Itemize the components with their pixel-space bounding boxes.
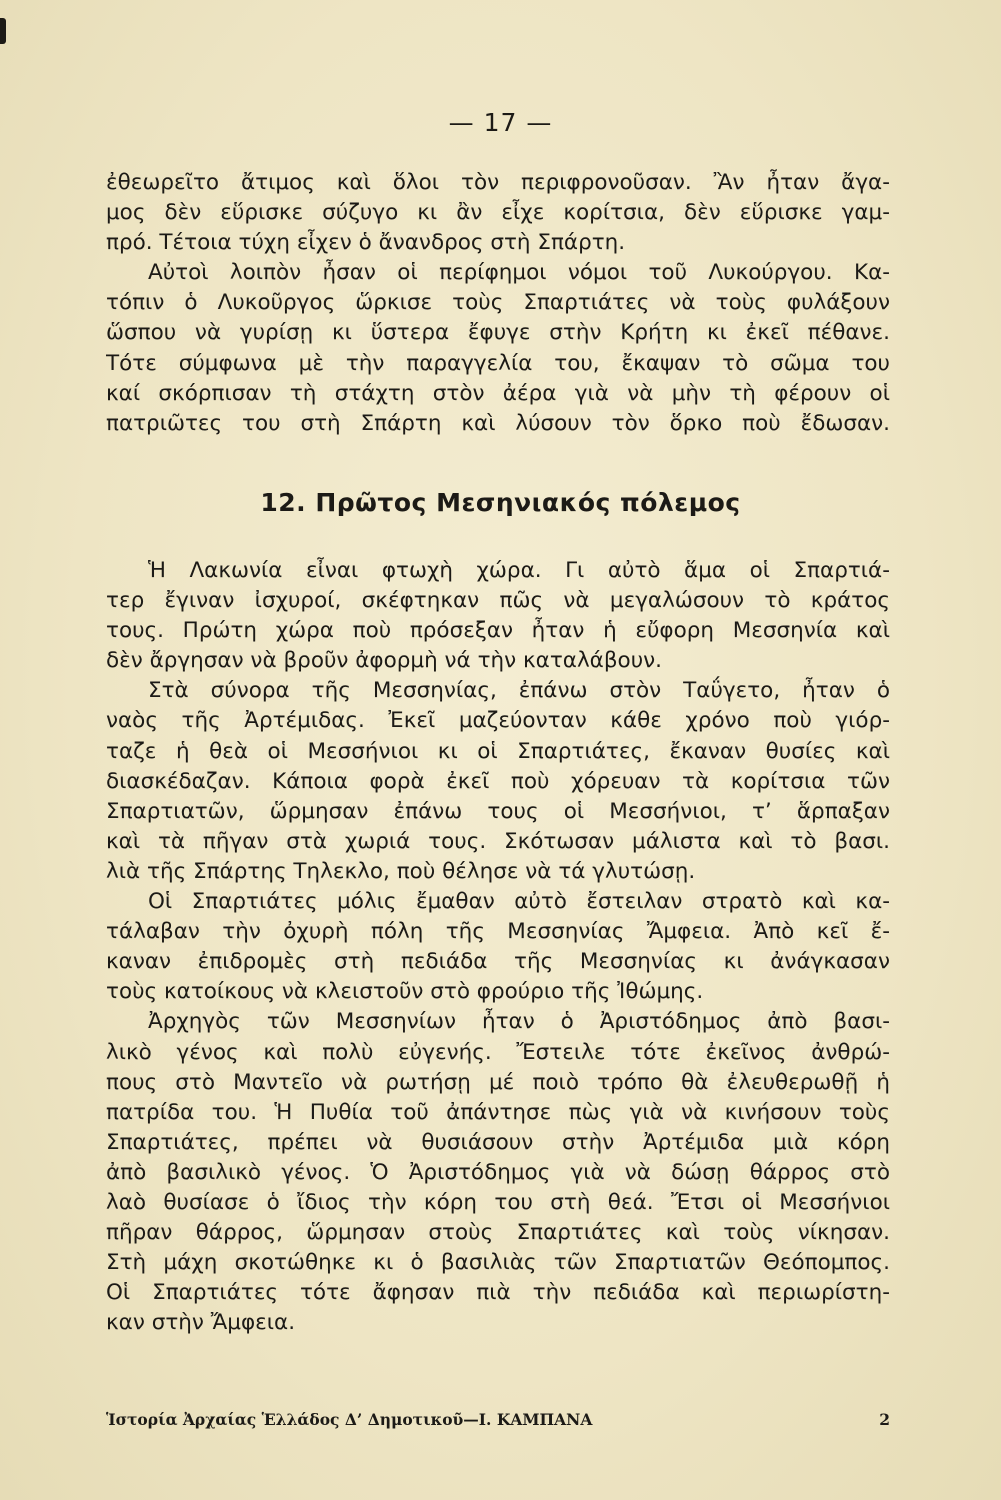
footer-book-title: Ἱστορία Ἀρχαίας Ἑλλάδος Δ’ Δημοτικοῦ—Ι. ΚΑΜΠΑΝΑ [106, 1410, 593, 1429]
text-block-bottom [106, 556, 890, 1338]
section-heading: 12. Πρῶτος Μεσηνιακός πόλεμος [260, 488, 741, 517]
page-footer [106, 1410, 890, 1429]
text-block-top [106, 168, 890, 439]
text-line: λικὸ γένος καὶ πολὺ εὐγενής. Ἔστειλε τότε ἐκεῖνος ἀνθρώ- [106, 1039, 890, 1065]
text-line: λαὸ θυσίασε ὁ ἴδιος τὴν κόρη του στὴ θεά. Ἔτσι οἱ Μεσσήνιοι [106, 1189, 890, 1215]
text-line: καν στὴν Ἄμφεια. [106, 1310, 296, 1336]
text-line: τάλαβαν τὴν ὀχυρὴ πόλη τῆς Μεσσηνίας Ἄμφεια. Ἀπὸ κεῖ ἔ- [106, 919, 890, 945]
text-line: καναν ἐπιδρομὲς στὴ πεδιάδα τῆς Μεσσηνίας κι ἀνάγκασαν [106, 949, 890, 975]
text-line: διασκέδαζαν. Κάποια φορὰ ἐκεῖ ποὺ χόρευαν τὰ κορίτσια τῶν [106, 768, 890, 794]
text-line: πρό. Τέτοια τύχη εἶχεν ὁ ἄνανδρος στὴ Σπάρτη. [106, 230, 626, 256]
text-line: μος δὲν εὕρισκε σύζυγο κι ἂν εἶχε κορίτσια, δὲν εὕρισκε γαμ- [106, 200, 890, 226]
footer-signature-mark: 2 [879, 1410, 890, 1429]
page-edge-mark [0, 18, 6, 44]
text-line: ἐθεωρεῖτο ἄτιμος καὶ ὅλοι τὸν περιφρονοῦσαν. Ἂν ἦταν ἄγα- [106, 170, 890, 195]
text-line: Ἀρχηγὸς τῶν Μεσσηνίων ἦταν ὁ Ἀριστόδημος ἀπὸ βασι- [148, 1009, 890, 1035]
text-line: πατριῶτες του στὴ Σπάρτη καὶ λύσουν τὸν ὅρκο ποὺ ἔδωσαν. [106, 410, 890, 436]
text-line: Τότε σύμφωνα μὲ τὴν παραγγελία του, ἔκαψαν τὸ σῶμα του [106, 350, 890, 376]
page-number: — 17 — [448, 108, 553, 137]
text-line: πῆραν θάρρος, ὥρμησαν στοὺς Σπαρτιάτες καὶ τοὺς νίκησαν. [106, 1220, 890, 1246]
text-line: δὲν ἄργησαν νὰ βροῦν ἀφορμὴ νά τὴν καταλάβουν. [106, 648, 662, 674]
text-line: Στὰ σύνορα τῆς Μεσσηνίας, ἐπάνω στὸν Ταΰγετο, ἦταν ὁ [148, 678, 890, 704]
text-line: ὥσπου νὰ γυρίσῃ κι ὕστερα ἔφυγε στὴν Κρήτη κι ἐκεῖ πέθανε. [106, 320, 890, 346]
text-line: Αὐτοὶ λοιπὸν ἦσαν οἱ περίφημοι νόμοι τοῦ Λυκούργου. Κα- [148, 260, 890, 286]
text-line: καί σκόρπισαν τὴ στάχτη στὸν ἀέρα γιὰ νὰ μὴν τὴ φέρουν οἱ [106, 380, 890, 406]
text-line: Ἡ Λακωνία εἶναι φτωχὴ χώρα. Γι αὐτὸ ἅμα οἱ Σπαρτιά- [148, 558, 890, 583]
text-line: τόπιν ὁ Λυκοῦργος ὥρκισε τοὺς Σπαρτιάτες νὰ τοὺς φυλάξουν [106, 290, 890, 316]
text-line: καὶ τὰ πῆγαν στὰ χωριά τους. Σκότωσαν μάλιστα καὶ τὸ βασι. [106, 828, 890, 854]
text-line: ταζε ἡ θεὰ οἱ Μεσσήνιοι κι οἱ Σπαρτιάτες, ἔκαναν θυσίες καὶ [106, 738, 890, 764]
text-line: Σπαρτιατῶν, ὥρμησαν ἐπάνω τους οἱ Μεσσήνιοι, τ’ ἅρπαξαν [106, 798, 890, 824]
text-line: πους στὸ Μαντεῖο νὰ ρωτήσῃ μέ ποιὸ τρόπο θὰ ἐλευθερωθῇ ἡ [106, 1069, 890, 1095]
text-line: Οἱ Σπαρτιάτες τότε ἄφησαν πιὰ τὴν πεδιάδα καὶ περιωρίστη- [106, 1280, 890, 1306]
text-line: τερ ἔγιναν ἰσχυροί, σκέφτηκαν πῶς νὰ μεγαλώσουν τὸ κράτος [106, 588, 890, 614]
text-line: τοὺς κατοίκους νὰ κλειστοῦν στὸ φρούριο τῆς Ἰθώμης. [106, 979, 704, 1005]
text-line: Οἱ Σπαρτιάτες μόλις ἔμαθαν αὐτὸ ἔστειλαν στρατὸ καὶ κα- [148, 889, 890, 915]
text-line: ναὸς τῆς Ἀρτέμιδας. Ἐκεῖ μαζεύονταν κάθε χρόνο ποὺ γιόρ- [106, 708, 890, 734]
text-line: τους. Πρώτη χώρα ποὺ πρόσεξαν ἦταν ἡ εὔφορη Μεσσηνία καὶ [106, 618, 890, 644]
text-line: Στὴ μάχη σκοτώθηκε κι ὁ βασιλιὰς τῶν Σπαρτιατῶν Θεόπομπος. [106, 1250, 890, 1276]
text-line: Σπαρτιάτες, πρέπει νὰ θυσιάσουν στὴν Ἀρτέμιδα μιὰ κόρη [106, 1129, 890, 1155]
text-line: λιὰ τῆς Σπάρτης Τηλεκλο, ποὺ θέλησε νὰ τά γλυτώσῃ. [106, 858, 696, 884]
text-line: ἀπὸ βασιλικὸ γένος. Ὁ Ἀριστόδημος γιὰ νὰ δώσῃ θάρρος στὸ [106, 1159, 890, 1185]
text-line: πατρίδα του. Ἡ Πυθία τοῦ ἀπάντησε πὼς γιὰ νὰ κινήσουν τοὺς [106, 1099, 890, 1125]
